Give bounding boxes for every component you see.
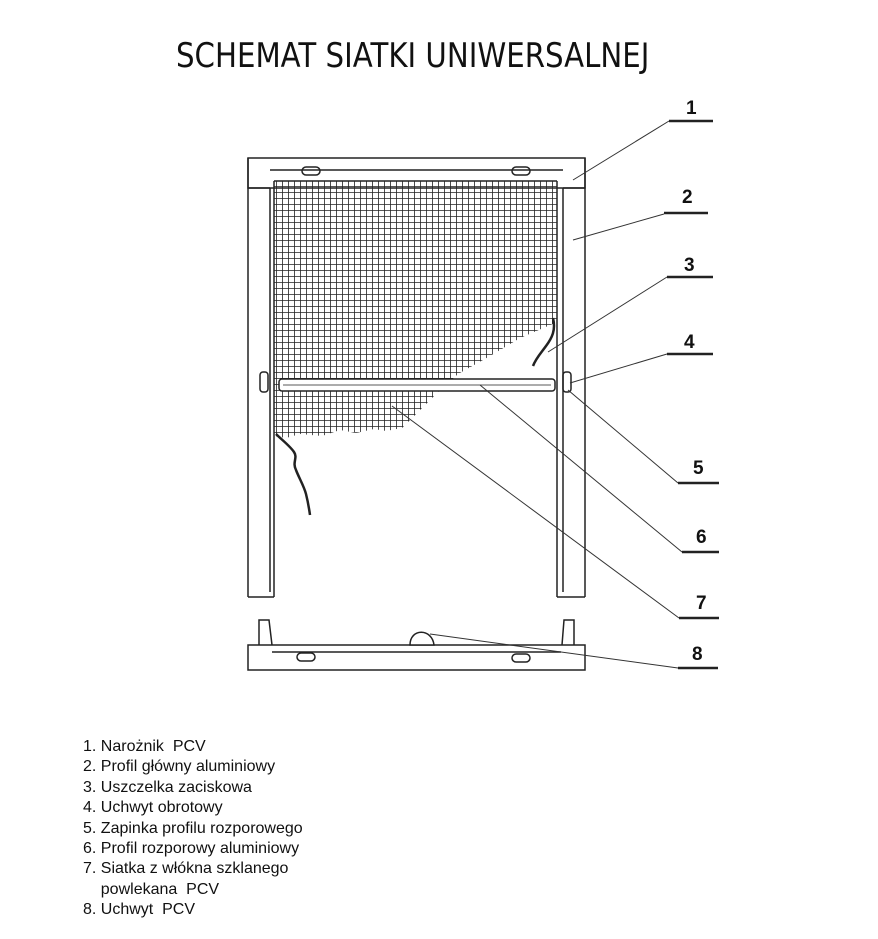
bottom-slot-right	[512, 654, 530, 662]
legend-item: 2. Profil główny aluminiowy	[83, 758, 276, 776]
callout-7: 7	[696, 593, 707, 614]
callout-1: 1	[686, 98, 697, 119]
top-slot-right	[512, 167, 530, 175]
legend-item: 5. Zapinka profilu rozporowego	[83, 819, 303, 837]
top-slot-left	[302, 167, 320, 175]
callout-5: 5	[693, 458, 704, 479]
left-profile	[248, 158, 274, 597]
bottom-right-tab	[562, 620, 574, 645]
right-handle	[563, 372, 571, 392]
legend-item: 7. Siatka z włókna szklanego	[83, 860, 289, 878]
bottom-rail	[248, 620, 585, 670]
left-handle	[260, 372, 268, 392]
legend-list	[83, 737, 303, 921]
callout-4: 4	[684, 332, 695, 353]
bottom-slot-left	[297, 653, 315, 661]
legend-item: 4. Uchwyt obrotowy	[83, 799, 223, 817]
legend-item: 1. Narożnik PCV	[83, 738, 206, 755]
callout-8: 8	[692, 644, 703, 665]
legend-item: 8. Uchwyt PCV	[83, 901, 196, 919]
legend-item: 6. Profil rozporowy aluminiowy	[83, 840, 300, 858]
callout-6: 6	[696, 527, 707, 548]
callout-3: 3	[684, 255, 695, 276]
cross-bar	[279, 379, 555, 391]
seal-cord-left	[276, 434, 310, 515]
callout-2: 2	[682, 187, 693, 208]
legend-item: powlekana PCV	[83, 880, 220, 898]
bottom-left-tab	[259, 620, 272, 645]
mesh-panel	[274, 181, 557, 438]
legend-item: 3. Uszczelka zaciskowa	[83, 778, 252, 796]
callouts	[664, 98, 719, 668]
diagram-title: SCHEMAT SIATKI UNIWERSALNEJ	[176, 36, 650, 76]
